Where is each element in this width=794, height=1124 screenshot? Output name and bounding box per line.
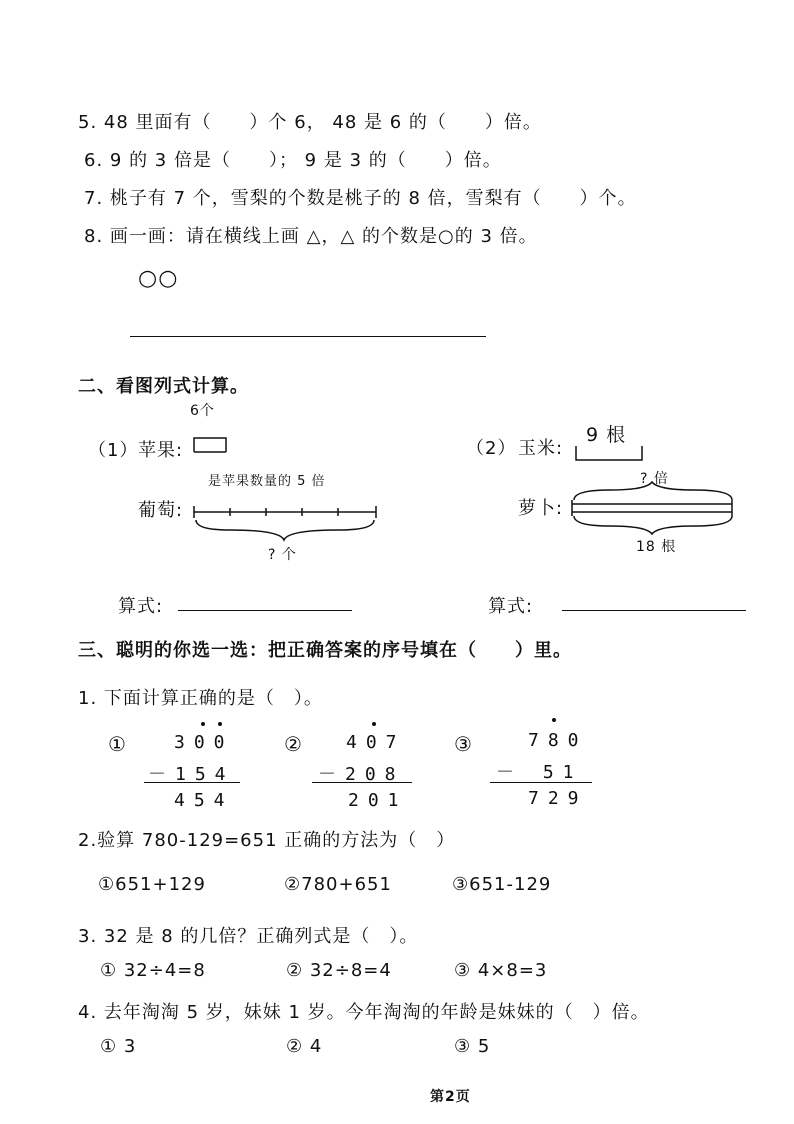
formula-answer-line-1[interactable] (178, 610, 352, 611)
q3-option-1: ① 32÷4=8 (100, 960, 206, 981)
q3-option-3: ③ 4×8=3 (454, 960, 548, 981)
apple-label: 苹果: (138, 440, 184, 461)
corn-segment (576, 446, 642, 460)
option-1-result: 454 (174, 790, 234, 811)
option-1-op: －154 (148, 764, 235, 785)
apple-count-label: 6个 (190, 403, 215, 419)
q2-option-3: ③651-129 (452, 874, 552, 895)
grape-note: 是苹果数量的 5 倍 (208, 474, 326, 489)
option-3-top: 780 (528, 730, 588, 751)
question-5: 5. 48 里面有（ ）个 6， 48 是 6 的（ ）倍。 (78, 112, 542, 133)
question-7: 7. 桃子有 7 个，雪梨的个数是桃子的 8 倍，雪梨有（ ）个。 (84, 188, 637, 209)
option-2-rule (312, 782, 412, 783)
grape-label: 葡萄: (138, 500, 184, 521)
radish-label: 萝卜: (518, 498, 564, 519)
q2-option-2: ②780+651 (284, 874, 392, 895)
option-2-mark: ② (284, 732, 303, 756)
option-1-top: 300 (174, 732, 234, 753)
option-1-mark: ① (108, 732, 127, 756)
formula-answer-line-2[interactable] (562, 610, 746, 611)
formula-label-2: 算式: (488, 596, 534, 617)
section-3-heading: 三、聪明的你选一选：把正确答案的序号填在（ ）里。 (78, 640, 572, 661)
question-3-3: 3. 32 是 8 的几倍？正确列式是（ ）。 (78, 926, 419, 947)
corn-label: 玉米: (518, 438, 564, 459)
radish-question: ? 倍 (640, 471, 669, 487)
section-2-heading: 二、看图列式计算。 (78, 376, 249, 397)
question-3-1: 1. 下面计算正确的是（ ）。 (78, 688, 323, 709)
option-2-op: －208 (318, 764, 405, 785)
q2-option-1: ①651+129 (98, 874, 206, 895)
option-3-op: － 51 (496, 762, 583, 783)
problem-2-number: （2） (466, 438, 517, 459)
grape-question: ? 个 (268, 547, 297, 563)
apple-segment (194, 438, 226, 452)
option-3-mark: ③ (454, 732, 473, 756)
q3-option-2: ② 32÷8=4 (286, 960, 392, 981)
problem-1-number: （1） (88, 440, 139, 461)
option-3-rule (490, 782, 592, 783)
corn-count-label: 9 根 (586, 424, 627, 446)
option-2-top: 407 (346, 732, 406, 753)
radish-count-label: 18 根 (636, 539, 677, 555)
grape-brace (196, 520, 374, 540)
q4-option-1: ① 3 (100, 1036, 137, 1057)
page-number: 第2页 (430, 1089, 471, 1105)
question-3-2: 2.验算 780-129=651 正确的方法为（ ） (78, 830, 456, 851)
radish-top-brace (574, 482, 732, 500)
option-2-result: 201 (348, 790, 408, 811)
question-3-4: 4. 去年淘淘 5 岁，妹妹 1 岁。今年淘淘的年龄是妹妹的（ ）倍。 (78, 1002, 650, 1023)
q4-option-3: ③ 5 (454, 1036, 491, 1057)
circles: ○○ (138, 266, 179, 291)
question-6: 6. 9 的 3 倍是（ ）； 9 是 3 的（ ）倍。 (84, 150, 502, 171)
option-3-result: 729 (528, 788, 588, 809)
option-1-rule (144, 782, 240, 783)
q4-option-2: ② 4 (286, 1036, 323, 1057)
radish-bottom-brace (574, 516, 732, 534)
formula-label-1: 算式: (118, 596, 164, 617)
question-8: 8. 画一画：请在横线上画 △，△ 的个数是○的 3 倍。 (84, 226, 538, 247)
